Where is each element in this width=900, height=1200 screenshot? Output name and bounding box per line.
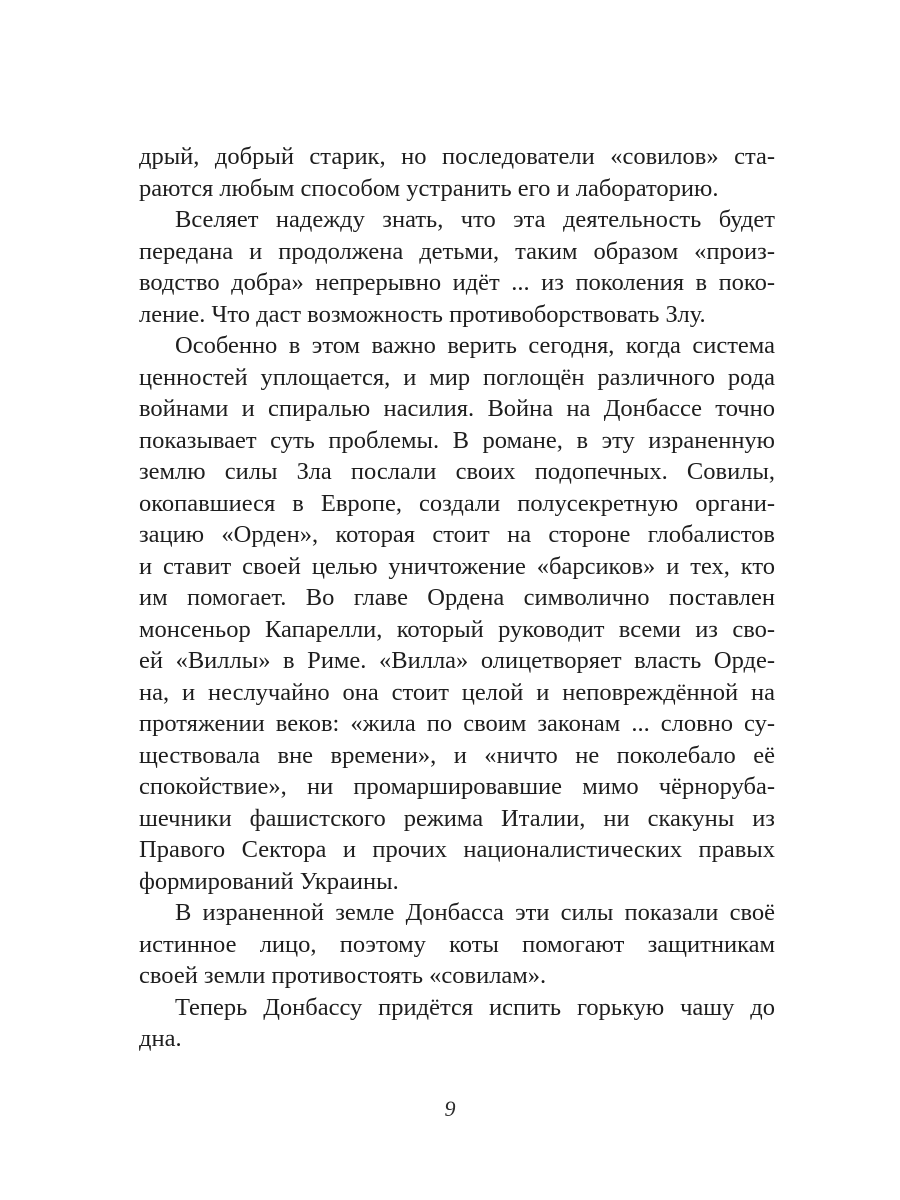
text-line: войнами и спиралью насилия. Война на Донбассе точно — [139, 395, 775, 422]
text-line: истинное лицо, поэтому коты помогают защитникам — [139, 930, 775, 958]
text-line: ценностей уплощается, и мир поглощён различного рода — [139, 363, 775, 391]
text-line: на, и неслучайно она стоит целой и неповреждённой на — [139, 678, 775, 706]
paragraph-first-line: Вселяет надежду знать, что эта деятельность будет — [175, 206, 775, 233]
text-line: водство добра» непрерывно идёт ... из поколения в поко- — [139, 269, 775, 296]
text-line: передана и продолжена детьми, таким образом «произ- — [139, 237, 775, 265]
paragraph-first-line: Теперь Донбассу придётся испить горькую чашу до — [175, 993, 775, 1021]
text-line: ей «Виллы» в Риме. «Вилла» олицетворяет власть Орде- — [139, 647, 775, 674]
text-line: своей земли противостоять «совилам». — [139, 962, 547, 989]
text-line: дна. — [139, 1025, 182, 1052]
text-line: зацию «Орден», которая стоит на стороне глобалистов — [139, 521, 775, 548]
text-line: им помогает. Во главе Ордена символично поставлен — [139, 584, 775, 611]
text-line: спокойствие», ни промаршировавшие мимо чёрноруба- — [139, 773, 775, 800]
text-line: окопавшиеся в Европе, создали полусекретную органи- — [139, 489, 775, 517]
text-line: дрый, добрый старик, но последователи «совилов» ста- — [139, 143, 775, 170]
text-line: ление. Что даст возможность противоборствовать Злу. — [139, 300, 706, 328]
text-line: Правого Сектора и прочих националистических правых — [139, 836, 775, 863]
text-line: шечники фашистского режима Италии, ни скакуны из — [139, 804, 775, 832]
paragraph-first-line: Особенно в этом важно верить сегодня, когда система — [175, 332, 775, 359]
text-line: монсеньор Капарелли, который руководит всеми из сво- — [139, 615, 775, 643]
body-text — [139, 141, 775, 1055]
text-line: формирований Украины. — [139, 867, 399, 895]
text-line: и ставит своей целью уничтожение «барсиков» и тех, кто — [139, 552, 775, 580]
text-line: протяжении веков: «жила по своим законам ... словно су- — [139, 710, 775, 737]
page-number: 9 — [444, 1096, 456, 1121]
text-line: ществовала вне времени», и «ничто не поколебало её — [139, 741, 775, 769]
paragraph-first-line: В израненной земле Донбасса эти силы показали своё — [175, 899, 775, 926]
text-line: раются любым способом устранить его и лабораторию. — [139, 174, 719, 202]
text-line: землю силы Зла послали своих подопечных. Совилы, — [139, 458, 775, 485]
text-line: показывает суть проблемы. В романе, в эту израненную — [139, 426, 775, 454]
